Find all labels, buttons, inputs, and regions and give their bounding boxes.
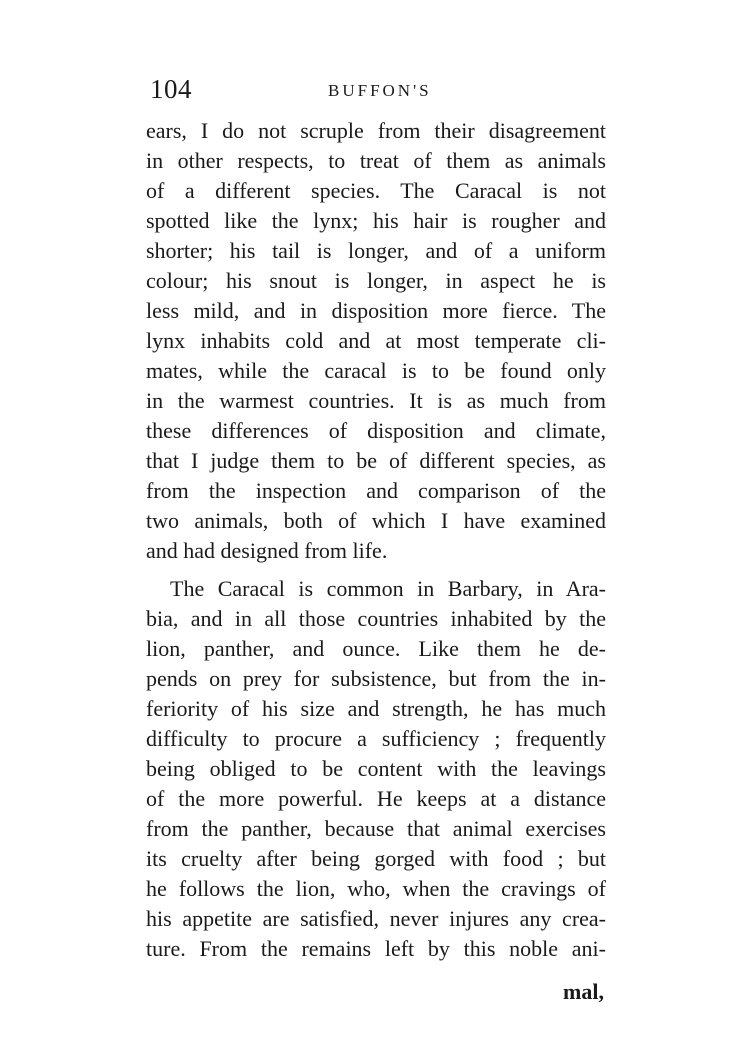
text-line: less mild, and in disposition more fierce. The	[146, 298, 606, 323]
text-line: that I judge them to be of different species, as	[146, 448, 606, 473]
text-line: shorter; his tail is longer, and of a uniform	[146, 238, 606, 263]
page-number: 104	[150, 74, 192, 104]
text-line: colour; his snout is longer, in aspect he is	[146, 268, 606, 293]
text-line: pends on prey for subsistence, but from the in-	[146, 666, 606, 691]
text-line: his appetite are satisfied, never injures any crea-	[146, 906, 606, 931]
text-line: in other respects, to treat of them as animals	[146, 148, 606, 173]
text-line: from the inspection and comparison of the	[146, 478, 606, 503]
text-line: spotted like the lynx; his hair is rougher and	[146, 208, 606, 233]
text-line: these differences of disposition and climate,	[146, 418, 606, 443]
text-line: in the warmest countries. It is as much from	[146, 388, 606, 413]
text-line: difficulty to procure a sufficiency ; frequently	[146, 726, 606, 751]
text-line: he follows the lion, who, when the cravings of	[146, 876, 606, 901]
text-line: lynx inhabits cold and at most temperate cli-	[146, 328, 606, 353]
body-text	[146, 116, 606, 964]
paragraph	[146, 574, 606, 964]
text-line: feriority of his size and strength, he has much	[146, 696, 606, 721]
text-line: its cruelty after being gorged with food ; but	[146, 846, 606, 871]
running-head: BUFFON'S	[328, 81, 432, 100]
page-header	[150, 74, 605, 106]
text-line: from the panther, because that animal exercises	[146, 816, 606, 841]
text-line: bia, and in all those countries inhabited by the	[146, 606, 606, 631]
text-line: lion, panther, and ounce. Like them he de-	[146, 636, 606, 661]
text-line: two animals, both of which I have examined	[146, 508, 606, 533]
text-line: ture. From the remains left by this noble ani-	[146, 936, 606, 961]
text-line: being obliged to be content with the leavings	[146, 756, 606, 781]
catchword: mal,	[563, 979, 604, 1004]
paragraph	[146, 116, 606, 566]
text-line: The Caracal is common in Barbary, in Ara-	[170, 576, 606, 601]
text-line: ears, I do not scruple from their disagreement	[146, 118, 606, 143]
text-line: and had designed from life.	[146, 538, 388, 563]
text-line: of a different species. The Caracal is not	[146, 178, 606, 203]
text-line: mates, while the caracal is to be found only	[146, 358, 606, 383]
text-line: of the more powerful. He keeps at a distance	[146, 786, 606, 811]
